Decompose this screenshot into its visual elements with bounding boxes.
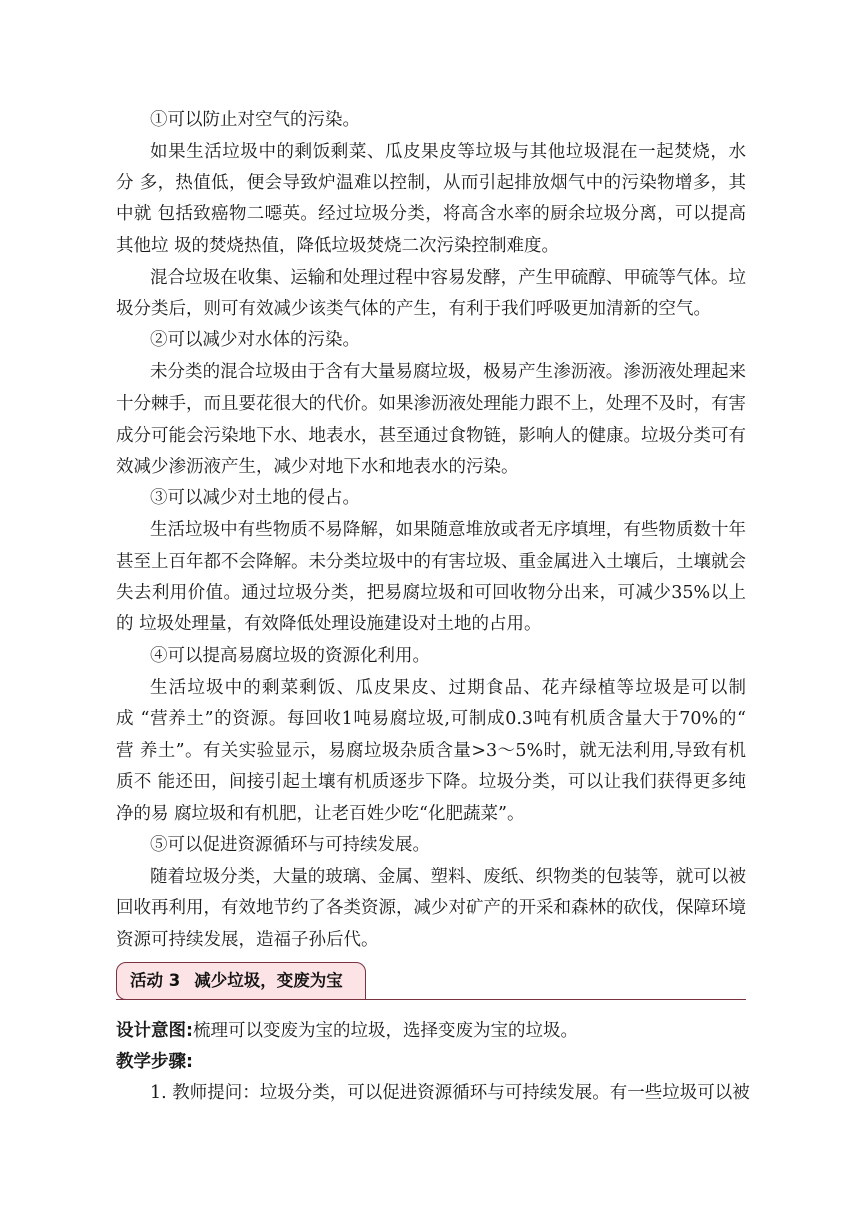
paragraph-line: 成分可能会污染地下水、地表水，甚至通过食物链，影响人的健康。垃圾分类可有: [116, 426, 746, 446]
paragraph-line: 成 “营养土”的资源。每回收1吨易腐垃圾,可制成0.3吨有机质含量大于70%的“: [116, 709, 746, 729]
point-1-heading: ①可以防止对空气的污染。: [150, 110, 360, 130]
paragraph-line: 如果生活垃圾中的剩饭剩菜、瓜皮果皮等垃圾与其他垃圾混在一起焚烧，水: [150, 142, 746, 162]
point-2-heading: ②可以减少对水体的污染。: [150, 330, 360, 350]
paragraph-line: 营 养土”。有关实验显示，易腐垃圾杂质含量>3～5%时，就无法利用,导致有机: [116, 741, 746, 761]
activity-header-rule: [116, 999, 746, 1000]
paragraph-line: 中就 包括致癌物二噁英。经过垃圾分类，将高含水率的厨余垃圾分离，可以提高: [116, 204, 746, 224]
paragraph-line: 随着垃圾分类，大量的玻璃、金属、塑料、废纸、织物类的包装等，就可以被: [150, 867, 746, 887]
paragraph-line: 的 垃圾处理量，有效降低处理设施建设对土地的占用。: [116, 614, 542, 634]
paragraph-line: 分 多，热值低，便会导致炉温难以控制，从而引起排放烟气中的污染物增多，其: [116, 173, 746, 193]
point-3-heading: ③可以减少对土地的侵占。: [150, 488, 360, 508]
teaching-step-1: 1. 教师提问：垃圾分类，可以促进资源循环与可持续发展。有一些垃圾可以被: [150, 1083, 750, 1103]
paragraph-line: 生活垃圾中的剩菜剩饭、瓜皮果皮、过期食品、花卉绿植等垃圾是可以制: [150, 678, 746, 698]
design-intent-text: 梳理可以变废为宝的垃圾，选择变废为宝的垃圾。: [193, 1021, 578, 1041]
paragraph-line: 失去利用价值。通过垃圾分类，把易腐垃圾和可回收物分出来，可减少35%以上: [116, 583, 746, 603]
paragraph-line: 十分棘手，而且要花很大的代价。如果渗沥液处理能力跟不上，处理不及时，有害: [116, 394, 746, 414]
paragraph-line: 其他垃 圾的焚烧热值，降低垃圾焚烧二次污染控制难度。: [116, 236, 560, 256]
paragraph-line: 甚至上百年都不会降解。未分类垃圾中的有害垃圾、重金属进入土壤后，土壤就会: [116, 552, 746, 572]
paragraph-line: 净的易 腐垃圾和有机肥，让老百姓少吃“化肥蔬菜”。: [116, 804, 525, 824]
design-intent-label: 设计意图:: [116, 1021, 193, 1041]
design-intent: [116, 1016, 746, 1046]
activity-header: [130, 966, 343, 996]
point-4-heading: ④可以提高易腐垃圾的资源化利用。: [150, 646, 430, 666]
paragraph-line: 未分类的混合垃圾由于含有大量易腐垃圾，极易产生渗沥液。渗沥液处理起来: [150, 362, 746, 382]
paragraph-line: 混合垃圾在收集、运输和处理过程中容易发酵，产生甲硫醇、甲硫等气体。垃: [150, 268, 746, 288]
paragraph-line: 圾分类后，则可有效减少该类气体的产生，有利于我们呼吸更加清新的空气。: [116, 299, 711, 319]
activity-title: 减少垃圾，变废为宝: [194, 971, 343, 990]
activity-number: 活动 3: [130, 971, 181, 990]
teaching-steps-label: 教学步骤:: [116, 1052, 193, 1072]
point-5-heading: ⑤可以促进资源循环与可持续发展。: [150, 835, 430, 855]
paragraph-line: 生活垃圾中有些物质不易降解，如果随意堆放或者无序填埋，有些物质数十年: [150, 520, 746, 540]
paragraph-line: 效减少渗沥液产生，减少对地下水和地表水的污染。: [116, 457, 519, 477]
paragraph-line: 资源可持续发展，造福子孙后代。: [116, 930, 379, 950]
paragraph-line: 回收再利用，有效地节约了各类资源，减少对矿产的开采和森林的砍伐，保障环境: [116, 898, 746, 918]
paragraph-line: 质不 能还田，间接引起土壤有机质逐步下降。垃圾分类，可以让我们获得更多纯: [116, 772, 746, 792]
